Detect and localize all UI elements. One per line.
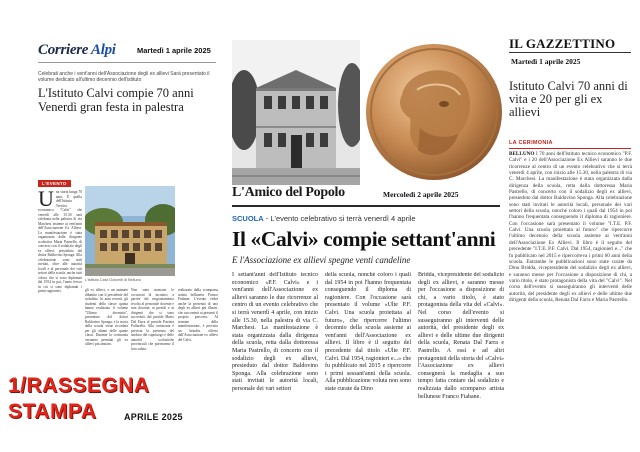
corriere-headline: L'Istituto Calvi compie 70 anni Venerdì gran festa in palestra <box>38 86 194 114</box>
corriere-column-2: gli ex allievi, e un animato dibattito con il presidente del sodalizio. In anni recenti, gli studenti della classe quinta hanno realizzato il volume "Ultimo decennio", presentato dal dottor Baldovino Sponga, e la storia della scuola viene ricordata per gli alunni delle quinte classi. Durante la cerimonia verranno premiati gli ex allievi più anziani. <box>85 288 128 346</box>
amico-kicker-section: SCUOLA <box>232 214 264 223</box>
amico-kicker <box>232 214 502 223</box>
amico-column-3: Bridda, vicepresidente del sodalizio degli ex allievi, e saranno messe per l'occasione a disposizione di chi, a vario titolo, è stato protagonista della vita del «Calvi». Nel corso dell'evento si susseguiranno gli interventi delle autorità, del presidente degli ex allievi e delle ultime due dirigenti della scuola, Renata Dal Farra e Pastrello. A essi e ad altri protagonisti della storia del «Calvi» l'Associazione ex allievi consegnerà la medaglia a suo tempo fatta coniare dal sodalizio e realizzata dallo scomparso artista bellunese Franco Fiabane. <box>418 272 504 400</box>
photo-caption: L'istituto Calvi Dolomiti di Belluno <box>85 278 141 282</box>
amico-divider <box>232 205 500 207</box>
corriere-column-1-text: na storia lunga 70 anni. È quella dell'Istituto Tecnico economico "Calvi" che venerdì alle 15.30 sarà celebrata nella palestra di via Marchesi insieme ai vent'anni dell'Associazione Ex Allievi. La manifestazione è stata organizzata dalla dirigente scolastica Maria Pastrello, di concerto con il sodalizio degli ex allievi, presieduto dal dottor Baldovino Sponga. Alla celebrazione sono stati invitati, oltre alle autorità locali e al personale dei vari settori della scuola, anche tutti coloro che si sono diplomati dal 1954 in poi, l'anno fresco in cui si sono diplomati i primi ragionieri. <box>38 190 82 293</box>
corriere-clipping <box>22 38 218 383</box>
amico-kicker-text: - L'evento celebrativo si terrà venerdì 4 aprile <box>263 214 416 223</box>
gazzettino-dateline: BELLUNO <box>509 151 535 157</box>
corriere-column-3: Non sono mancate le occasioni di incontro, a partire dal ringraziamento rivolto al personale docente e non docente, ai presidi e ai dirigenti che si sono succeduti, dal preside Mario Dal Farra al preside Patrizia Paffarella. Alla cerimonia è prevista la presenza del sindaco del capoluogo e delle autorità scolastiche provinciali che porteranno il loro saluto. <box>131 288 174 351</box>
commemorative-medal <box>362 40 502 185</box>
gazzettino-body-text: I 70 anni dell'Istituto tecnico economico "P.F. Calvi" e i 20 dell'Associazione Ex Allievi saranno le due ricorrenze al centro di un evento celebrativo che si terrà venerdì 4 aprile, con inizio alle 15.30, nella palestra di via C. Marchesi. La manifestazione è stata organizzata dalla dirigenza della scuola, retta dalla dottoressa Maria Pastrello, di concerto con il sodalizio degli ex allievi, presieduto dal dottor Baldovino Sponga. Alla celebrazione sono stati invitati le autorità locali, personale dei vari settori della scuola, nonché coloro i quali dal 1954 in poi l'hanno frequentata conseguendo il diploma di ragioniere. Con l'occasione sarà presentato il volume "I.T.E. P.F. Calvi. Una scuola proiettata al futuro" che ripercorre l'ultimo decennio della scuola assieme ai vent'anni dell'Associazione Ex Allievi. Il libro è il seguito del precedente "I.T.E. P.F. Calvi. Dal 1954, ragionieri e..." che fu pubblicato nel 2015 e ripercorreva i primi 60 anni della scuola. Entrambe le pubblicazioni sono state curate da Dino Bridda, vicepresidente del sodalizio degli ex allievi, e saranno messe per l'occasione a disposizione di chi, a vario titolo, è stato protagonista della vita del "Calvi". Nel corso dell'evento si susseguiranno gli interventi delle autorità, del presidente degli ex allievi e delle ultime due dirigenti della scuola, Renata Dal Farra e Maria Pastrello. <box>509 151 632 303</box>
dropcap: U <box>38 190 54 211</box>
corriere-logo-main: Corriere <box>38 42 91 58</box>
historic-building-photo <box>232 40 360 185</box>
gazzettino-masthead: IL GAZZETTINO <box>509 36 616 51</box>
amico-date: Mercoledì 2 aprile 2025 <box>383 190 459 199</box>
gazzettino-headline: Istituto Calvi 70 anni di vita e 20 per gli ex allievi <box>509 79 628 120</box>
corriere-masthead <box>38 42 116 59</box>
gazzettino-divider <box>509 52 631 53</box>
rassegna-line-2: STAMPA <box>8 400 97 423</box>
gazzettino-section-divider <box>509 148 631 149</box>
amico-headline: Il «Calvi» compie settant'anni <box>232 227 496 251</box>
corriere-column-4: realizzato dalla scomparsa artista bellunese Franco Fiabane. L'evento vedrà anche la presenza di uno degli ex allievi più illustri, che racconterà ai presenti il proprio percorso. Al termine della manifestazione, è previsto un brindisi offerto dall'Associazione ex allievi del Calvi. <box>178 288 218 342</box>
amico-masthead: L'Amico del Popolo <box>232 185 345 200</box>
school-building-photo <box>85 186 175 276</box>
corriere-divider <box>38 62 216 63</box>
gazzettino-body <box>509 151 632 436</box>
gazzettino-date: Martedì 1 aprile 2025 <box>511 57 581 66</box>
amico-column-2: della scuola, nonché coloro i quali dal 1954 in poi l'hanno frequentata conseguendo il diploma di ragioniere. Con l'occasione sarà presentato il volume «Ulte P.F. Calvi. Una scuola proiettata al futuro», che ripercorre l'ultimo decennio della scuola assieme ai vent'anni dell'Associazione ex allievi. Il libro è il seguito del precedente dal titolo «Ulte P.F. Calvi. Dal 1954, ragionieri e...» che fu pubblicato nel 2015 e ripercorre i primi sessant'anni della scuola. Alla pubblicazione voluta non sono state curate da Dino <box>325 272 411 392</box>
corriere-logo-sub: Alpi <box>91 42 116 58</box>
amico-subheadline: E l'Associazione ex allievi spegne venti candeline <box>232 255 411 265</box>
corriere-section-tag: L'EVENTO <box>38 180 71 187</box>
corriere-kicker: Celebrati anche i vent'anni dell'Associazione degli ex allievi Sarà presentato il volume dedicato all'ultimo decennio dell'istituto <box>38 71 210 84</box>
corriere-date: Martedì 1 aprile 2025 <box>137 46 211 55</box>
rassegna-line-1: 1/RASSEGNA <box>8 374 150 397</box>
gazzettino-section-label: LA CERIMONIA <box>509 140 553 146</box>
amico-column-1: I settant'anni dell'Istituto tecnico economico «P.F. Calvi» e i vent'anni dell'Associazione ex allievi saranno le due ricorrenze al centro di un evento celebrativo che si terrà venerdì 4 aprile, con inizio alle 15.30, nella palestra di via C. Marchesi. La manifestazione è stata organizzata dalla dirigenza della scuola, retta dalla dottoressa Maria Pastrello, di concerto con il sodalizio degli ex allievi, presieduto dal dottor Baldovino Sponga. Alla celebrazione sono stati invitati le autorità locali, personale dei vari settori <box>232 272 318 392</box>
rassegna-period: APRILE 2025 <box>124 412 183 422</box>
